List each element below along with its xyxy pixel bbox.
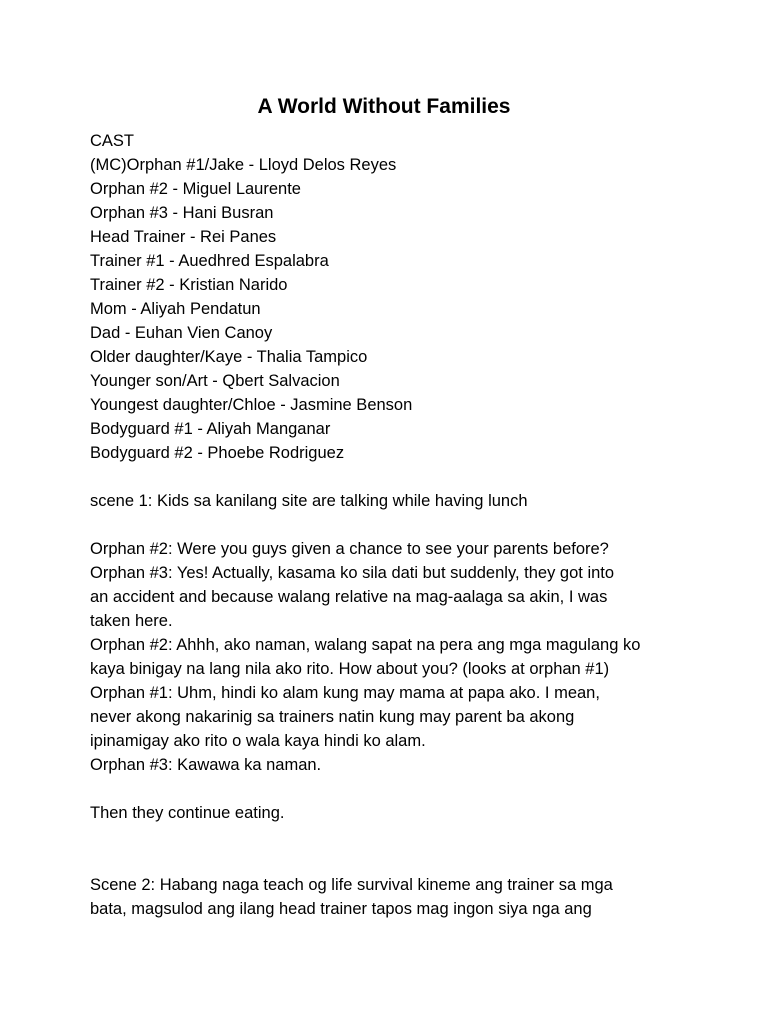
- dialogue-line: an accident and because walang relative na mag-aalaga sa akin, I was: [90, 588, 608, 606]
- dialogue-line: Orphan #1: Uhm, hindi ko alam kung may mama at papa ako. I mean,: [90, 684, 600, 702]
- cast-item: Older daughter/Kaye - Thalia Tampico: [90, 348, 368, 366]
- dialogue-line: Orphan #3: Yes! Actually, kasama ko sila dati but suddenly, they got into: [90, 564, 615, 582]
- cast-item: Youngest daughter/Chloe - Jasmine Benson: [90, 396, 413, 414]
- scene2-line: Scene 2: Habang naga teach og life survival kineme ang trainer sa mga: [90, 876, 613, 894]
- cast-item: Trainer #1 - Auedhred Espalabra: [90, 252, 329, 270]
- dialogue-line: Orphan #3: Kawawa ka naman.: [90, 756, 322, 774]
- scene1-heading: scene 1: Kids sa kanilang site are talking while having lunch: [90, 492, 528, 510]
- dialogue-line: kaya binigay na lang nila ako rito. How about you? (looks at orphan #1): [90, 660, 610, 678]
- cast-item: Mom - Aliyah Pendatun: [90, 300, 261, 318]
- cast-item: Orphan #3 - Hani Busran: [90, 204, 274, 222]
- cast-item: (MC)Orphan #1/Jake - Lloyd Delos Reyes: [90, 156, 397, 174]
- cast-item: Bodyguard #1 - Aliyah Manganar: [90, 420, 331, 438]
- document-page: [90, 92, 690, 921]
- dialogue-line: ipinamigay ako rito o wala kaya hindi ko alam.: [90, 732, 426, 750]
- scene1-closing: Then they continue eating.: [90, 804, 285, 822]
- cast-list: [90, 153, 690, 465]
- dialogue-line: taken here.: [90, 612, 173, 630]
- dialogue-line: never akong nakarinig sa trainers natin kung may parent ba akong: [90, 708, 575, 726]
- cast-item: Younger son/Art - Qbert Salvacion: [90, 372, 340, 390]
- cast-heading: CAST: [90, 132, 135, 150]
- cast-item: Trainer #2 - Kristian Narido: [90, 276, 288, 294]
- scene1-dialogue: [90, 537, 690, 777]
- dialogue-line: Orphan #2: Were you guys given a chance to see your parents before?: [90, 540, 609, 558]
- scene2-text: [90, 873, 690, 921]
- cast-item: Dad - Euhan Vien Canoy: [90, 324, 273, 342]
- document-title: A World Without Families: [257, 95, 511, 118]
- dialogue-line: Orphan #2: Ahhh, ako naman, walang sapat na pera ang mga magulang ko: [90, 636, 641, 654]
- cast-item: Head Trainer - Rei Panes: [90, 228, 277, 246]
- cast-item: Orphan #2 - Miguel Laurente: [90, 180, 301, 198]
- scene2-line: bata, magsulod ang ilang head trainer tapos mag ingon siya nga ang: [90, 900, 592, 918]
- cast-item: Bodyguard #2 - Phoebe Rodriguez: [90, 444, 345, 462]
